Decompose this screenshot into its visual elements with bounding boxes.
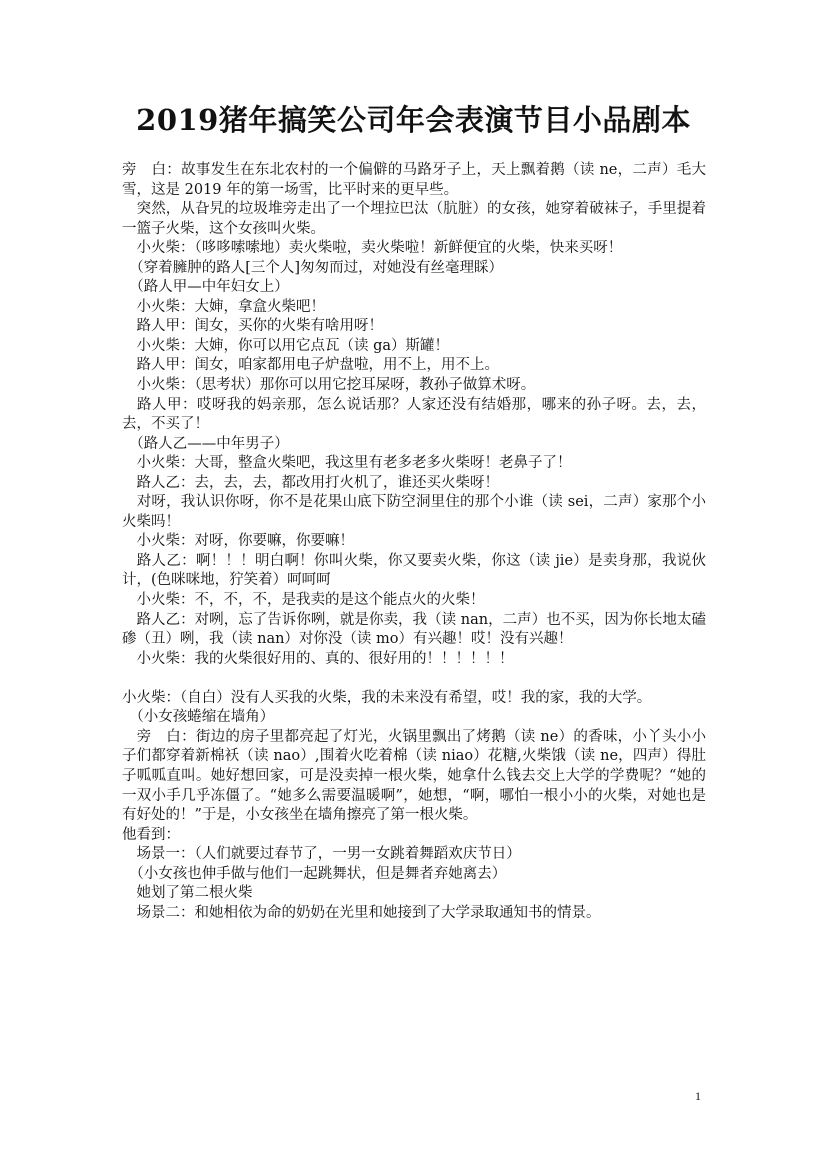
dialogue-line: 小火柴：对呀，你要嘛，你要嘛！ bbox=[122, 533, 354, 550]
dialogue-line: 小火柴：（哆哆嗦嗦地）卖火柴啦，卖火柴啦！新鲜便宜的火柴，快来买呀！ bbox=[122, 240, 623, 257]
dialogue-line: 路人乙：去，去，去，都改用打火机了，谁还买火柴呀！ bbox=[122, 474, 499, 491]
dialogue-line: 路人甲：闺女，咱家都用电子炉盘啦，用不上，用不上。 bbox=[122, 357, 499, 374]
monologue-line: 小火柴：（自白）没有人买我的火柴，我的未来没有希望，哎！我的家，我的大学。 bbox=[122, 689, 652, 706]
dialogue-line: 小火柴：我的火柴很好用的、真的、很好用的！！！！！！ bbox=[122, 650, 514, 667]
dialogue-line: 小火柴：（思考状）那你可以用它挖耳屎呀，教孙子做算术呀。 bbox=[122, 377, 536, 394]
blank-line bbox=[122, 669, 706, 689]
page-number: 1 bbox=[695, 1089, 701, 1103]
stage-direction: （路人甲—中年妇女上） bbox=[122, 279, 289, 296]
dialogue-line: 小火柴：大婶，你可以用它点瓦（读 ga）斯罐！ bbox=[122, 337, 450, 354]
dialogue-line: 小火柴：大哥，整盒火柴吧，我这里有老多老多火柴呀！老鼻子了！ bbox=[122, 455, 572, 472]
paragraph-narration-2: 突然，从旮旯的垃圾堆旁走出了一个埋拉巴汰（肮脏）的女孩，她穿着破袜子，手里提着一篮子火柴，这个女孩叫火柴。 bbox=[122, 201, 706, 237]
dialogue-line: 路人甲：闺女，买你的火柴有啥用呀！ bbox=[122, 318, 383, 335]
dialogue-line: 小火柴：大婶，拿盒火柴吧！ bbox=[122, 298, 325, 315]
document-body bbox=[122, 161, 706, 923]
dialogue-line: 小火柴：不，不，不，是我卖的是这个能点火的火柴！ bbox=[122, 592, 485, 609]
document-title: 2019猪年搞笑公司年会表演节目小品剧本 bbox=[136, 103, 691, 137]
dialogue-line: 路人乙：啊！！！明白啊！你叫火柴，你又要卖火柴，你这（读 jie）是卖身那，我说伙计，(色咪咪地，狞笑着）呵呵呵 bbox=[122, 552, 706, 589]
scene-line: 场景二：和她相依为命的奶奶在光里和她接到了大学录取通知书的情景。 bbox=[122, 904, 601, 921]
narration-line: 她划了第二根火柴 bbox=[122, 885, 253, 902]
scene-line: 场景一：（人们就要过春节了，一男一女跳着舞蹈欢庆节日） bbox=[122, 846, 521, 863]
stage-direction: （小女孩也伸手做与他们一起跳舞状，但是舞者弃她离去） bbox=[122, 865, 507, 882]
stage-direction: （穿着臃肿的路人[三个人]匆匆而过，对她没有丝毫理睬） bbox=[122, 259, 504, 276]
dialogue-line: 对呀，我认识你呀，你不是花果山底下防空洞里住的那个小谁（读 sei，二声）家那个小火柴吗！ bbox=[122, 494, 706, 530]
dialogue-line: 路人甲：哎呀我的妈亲那，怎么说话那？人家还没有结婚那，哪来的孙子呀。去，去，去，不买了！ bbox=[122, 396, 706, 433]
paragraph-narration-3: 旁 白：街边的房子里都亮起了灯光，火锅里飘出了烤鹅（读 ne）的香味，小丫头小小子们都穿着新棉袄（读 nao）,围着火吃着棉（读 niao）花糖,火柴饿（读 ne，四声）得肚子呱呱直叫。她好想回家，可是没卖掉一根火柴，她拿什么钱去交上大学的学费呢？“她的一双小手几乎冻僵了。“她多么需要温暖啊”，她想，“啊，哪怕一根小小的火柴，对她也是有好处的！”于是，小女孩坐在墙角擦亮了第一根火柴。 bbox=[122, 728, 706, 824]
stage-direction: （路人乙——中年男子） bbox=[122, 435, 289, 452]
narration-line: 他看到： bbox=[122, 826, 180, 843]
dialogue-line: 路人乙：对咧，忘了告诉你咧，就是你卖，我（读 nan，二声）也不买，因为你长地太磕碜（丑）咧，我（读 nan）对你没（读 mo）有兴趣！哎！没有兴趣！ bbox=[122, 611, 706, 648]
paragraph-narration-1: 旁 白：故事发生在东北农村的一个偏僻的马路牙子上，天上飘着鹅（读 ne，二声）毛大雪，这是 2019 年的第一场雪，比平时来的更早些。 bbox=[122, 162, 706, 198]
stage-direction: （小女孩蜷缩在墙角） bbox=[122, 709, 275, 726]
